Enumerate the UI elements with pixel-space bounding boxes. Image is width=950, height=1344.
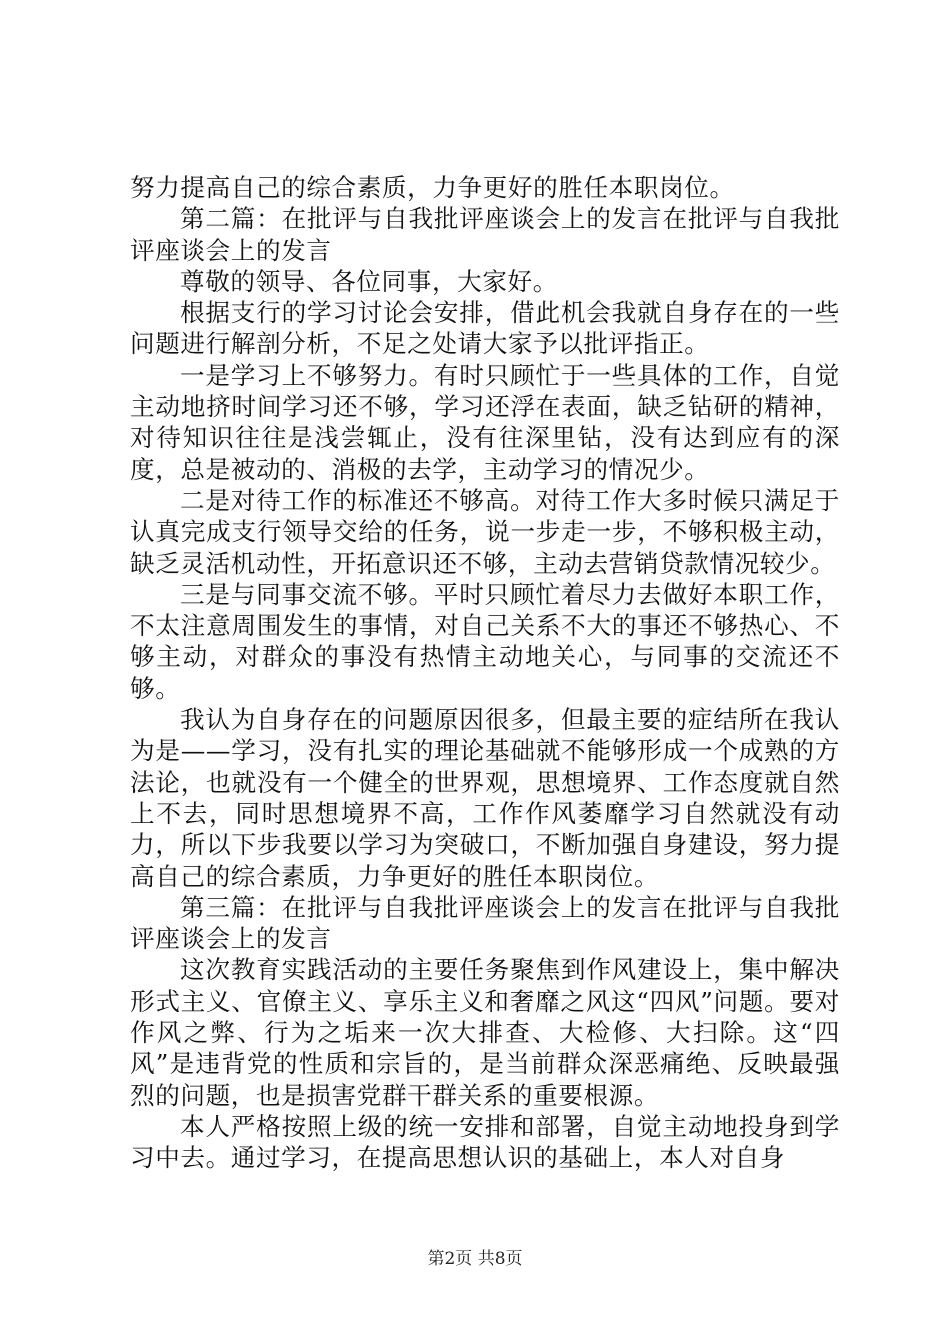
section-heading-3: 第三篇：在批评与自我批评座谈会上的发言在批评与自我批评座谈会上的发言	[130, 892, 840, 954]
document-body	[130, 172, 840, 1174]
paragraph-1: 努力提高自己的综合素质，力争更好的胜任本职岗位。	[130, 173, 735, 202]
page-footer	[0, 1248, 950, 1270]
paragraph-greeting: 尊敬的领导、各位同事，大家好。	[180, 266, 558, 296]
paragraph-point-2: 二是对待工作的标准还不够高。对待工作大多时候只满足于认真完成支行领导交给的任务，说一步走一步，不够积极主动，缺乏灵活机动性，开拓意识还不够，主动去营销贷款情况较少。	[130, 485, 840, 578]
paragraph-self-study: 本人严格按照上级的统一安排和部署，自觉主动地投身到学习中去。通过学习，在提高思想认识的基础上，本人对自身	[130, 1111, 840, 1173]
section-heading-2: 第二篇：在批评与自我批评座谈会上的发言在批评与自我批评座谈会上的发言	[130, 204, 840, 265]
paragraph-conclusion: 我认为自身存在的问题原因很多，但最主要的症结所在我认为是——学习，没有扎实的理论基础就不能够形成一个成熟的方法论，也就没有一个健全的世界观，思想境界、工作态度就自然上不去，同时思想境界不高，工作作风萎靡学习自然就没有动力，所以下步我要以学习为突破口，不断加强自身建设，努力提高自己的综合素质，力争更好的胜任本职岗位。	[130, 705, 840, 891]
paragraph-intro: 根据支行的学习讨论会安排，借此机会我就自身存在的一些问题进行解剖分析，不足之处请大家予以批评指正。	[130, 298, 840, 359]
paragraph-four-winds: 这次教育实践活动的主要任务聚焦到作风建设上，集中解决形式主义、官僚主义、享乐主义和奢靡之风这“四风”问题。要对作风之弊、行为之垢来一次大排查、大检修、大扫除。这“四风”是违背党的性质和宗旨的，是当前群众深恶痛绝、反映最强烈的问题，也是损害党群干群关系的重要根源。	[130, 955, 840, 1110]
page-number-label: 第2页 共8页	[427, 1249, 523, 1269]
paragraph-point-1: 一是学习上不够努力。有时只顾忙于一些具体的工作，自觉主动地挤时间学习还不够，学习还浮在表面，缺乏钻研的精神，对待知识往往是浅尝辄止，没有往深里钻，没有达到应有的深度，总是被动的、消极的去学，主动学习的情况少。	[130, 360, 840, 484]
paragraph-point-3: 三是与同事交流不够。平时只顾忙着尽力去做好本职工作，不太注意周围发生的事情，对自己关系不大的事还不够热心、不够主动，对群众的事没有热情主动地关心，与同事的交流还不够。	[130, 579, 840, 703]
